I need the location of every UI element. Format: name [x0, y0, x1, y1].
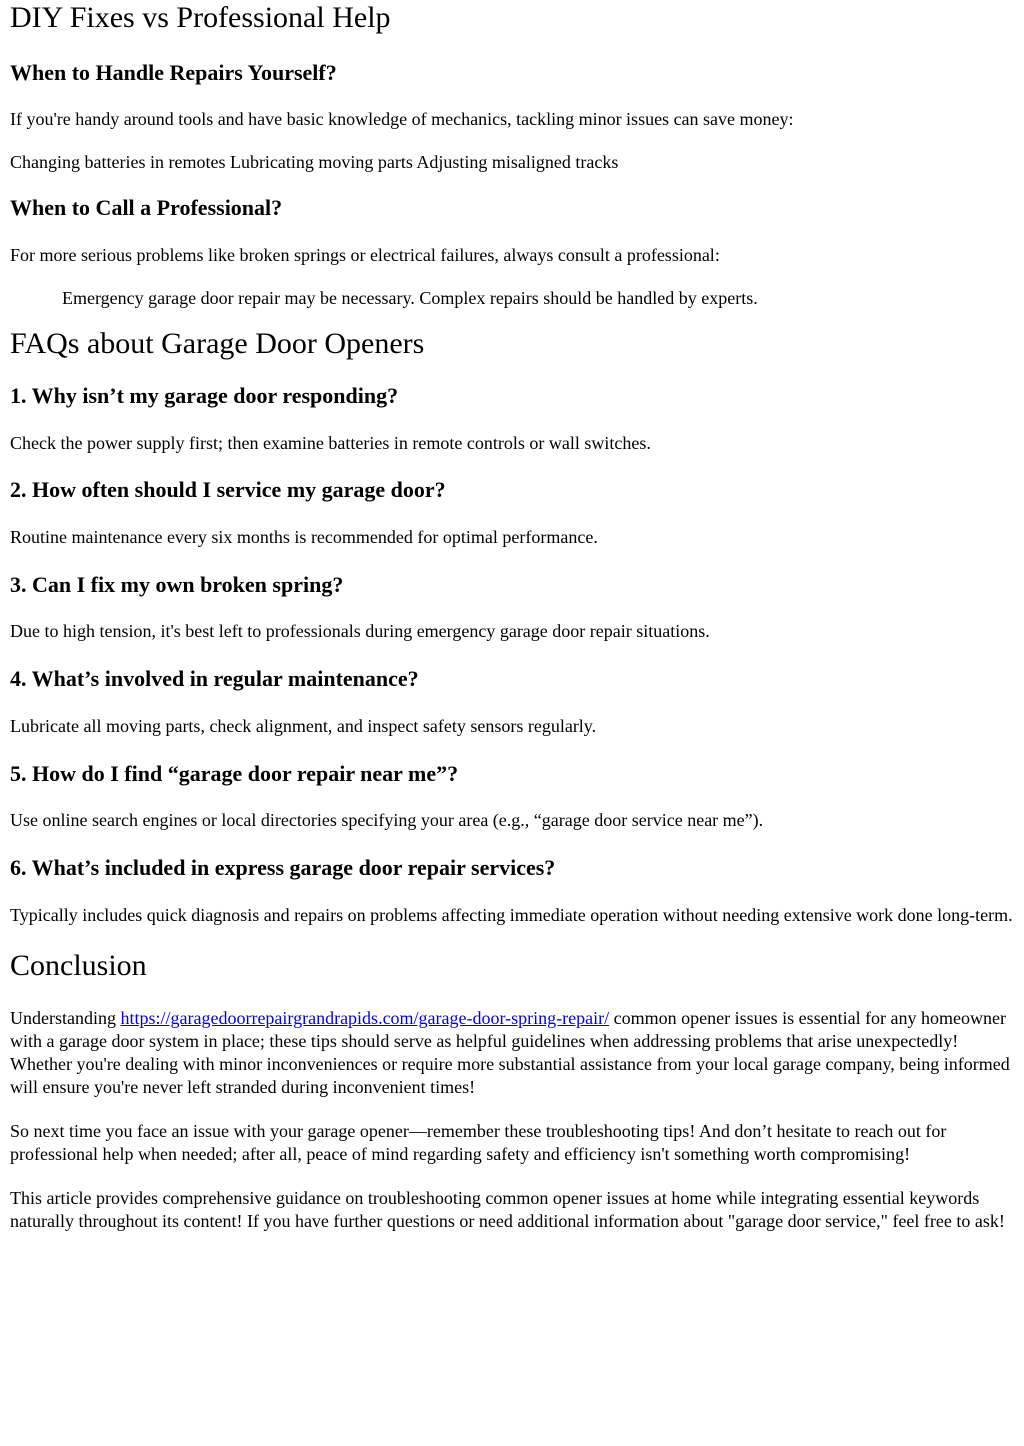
conclusion-heading: Conclusion: [10, 949, 147, 982]
faq-answer-5: Use online search engines or local directories specifying your area (e.g., “garage door service near me”).: [10, 810, 764, 830]
spring-repair-link[interactable]: https://garagedoorrepairgrandrapids.com/garage-door-spring-repair/: [120, 1008, 610, 1028]
call-professional-intro: For more serious problems like broken springs or electrical failures, always consult a professional:: [10, 245, 720, 265]
conclusion-paragraph-3: This article provides comprehensive guidance on troubleshooting common opener issues at home while integrating essential keywords naturally throughout its content! If you have further questions or need additional information about "garage door service," feel free to ask!: [10, 1188, 1005, 1231]
conclusion-paragraph-2: So next time you face an issue with your garage opener—remember these troubleshooting tips! And don’t hesitate to reach out for professional help when needed; after all, peace of mind regarding safety and efficiency isn't something worth compromising!: [10, 1121, 947, 1164]
handle-yourself-list: Changing batteries in remotes Lubricating moving parts Adjusting misaligned tracks: [10, 152, 619, 172]
faq-question-4: 4. What’s involved in regular maintenance?: [10, 666, 419, 691]
call-professional-heading: When to Call a Professional?: [10, 195, 283, 220]
faq-answer-4: Lubricate all moving parts, check alignment, and inspect safety sensors regularly.: [10, 716, 597, 736]
faq-question-1: 1. Why isn’t my garage door responding?: [10, 383, 399, 408]
conclusion-paragraph-1: [10, 1007, 1014, 1099]
faq-question-3: 3. Can I fix my own broken spring?: [10, 572, 344, 597]
handle-yourself-intro: If you're handy around tools and have basic knowledge of mechanics, tackling minor issues can save money:: [10, 109, 794, 129]
conclusion-p1-after: common opener issues is essential for any homeowner with a garage door system in place; these tips should serve as helpful guidelines when addressing problems that arise unexpectedly! Whether you're dealing with minor inconveniences or require more substantial assistance from your local garage company, being informed will ensure you're never left stranded during inconvenient times!: [10, 1008, 1010, 1097]
faq-answer-3: Due to high tension, it's best left to professionals during emergency garage door repair situations.: [10, 621, 710, 641]
faq-answer-1: Check the power supply first; then examine batteries in remote controls or wall switches.: [10, 433, 651, 453]
faqs-heading: FAQs about Garage Door Openers: [10, 327, 425, 360]
faq-question-2: 2. How often should I service my garage door?: [10, 477, 446, 502]
faq-answer-2: Routine maintenance every six months is recommended for optimal performance.: [10, 527, 598, 547]
call-professional-quote: Emergency garage door repair may be necessary. Complex repairs should be handled by experts.: [62, 288, 758, 308]
conclusion-p1-before: Understanding: [10, 1008, 121, 1028]
faq-answer-6: Typically includes quick diagnosis and repairs on problems affecting immediate operation without needing extensive work done long-term.: [10, 905, 1013, 925]
faq-question-5: 5. How do I find “garage door repair near me”?: [10, 761, 459, 786]
diy-heading: DIY Fixes vs Professional Help: [10, 1, 391, 34]
faq-question-6: 6. What’s included in express garage door repair services?: [10, 855, 556, 880]
handle-yourself-heading: When to Handle Repairs Yourself?: [10, 60, 337, 85]
